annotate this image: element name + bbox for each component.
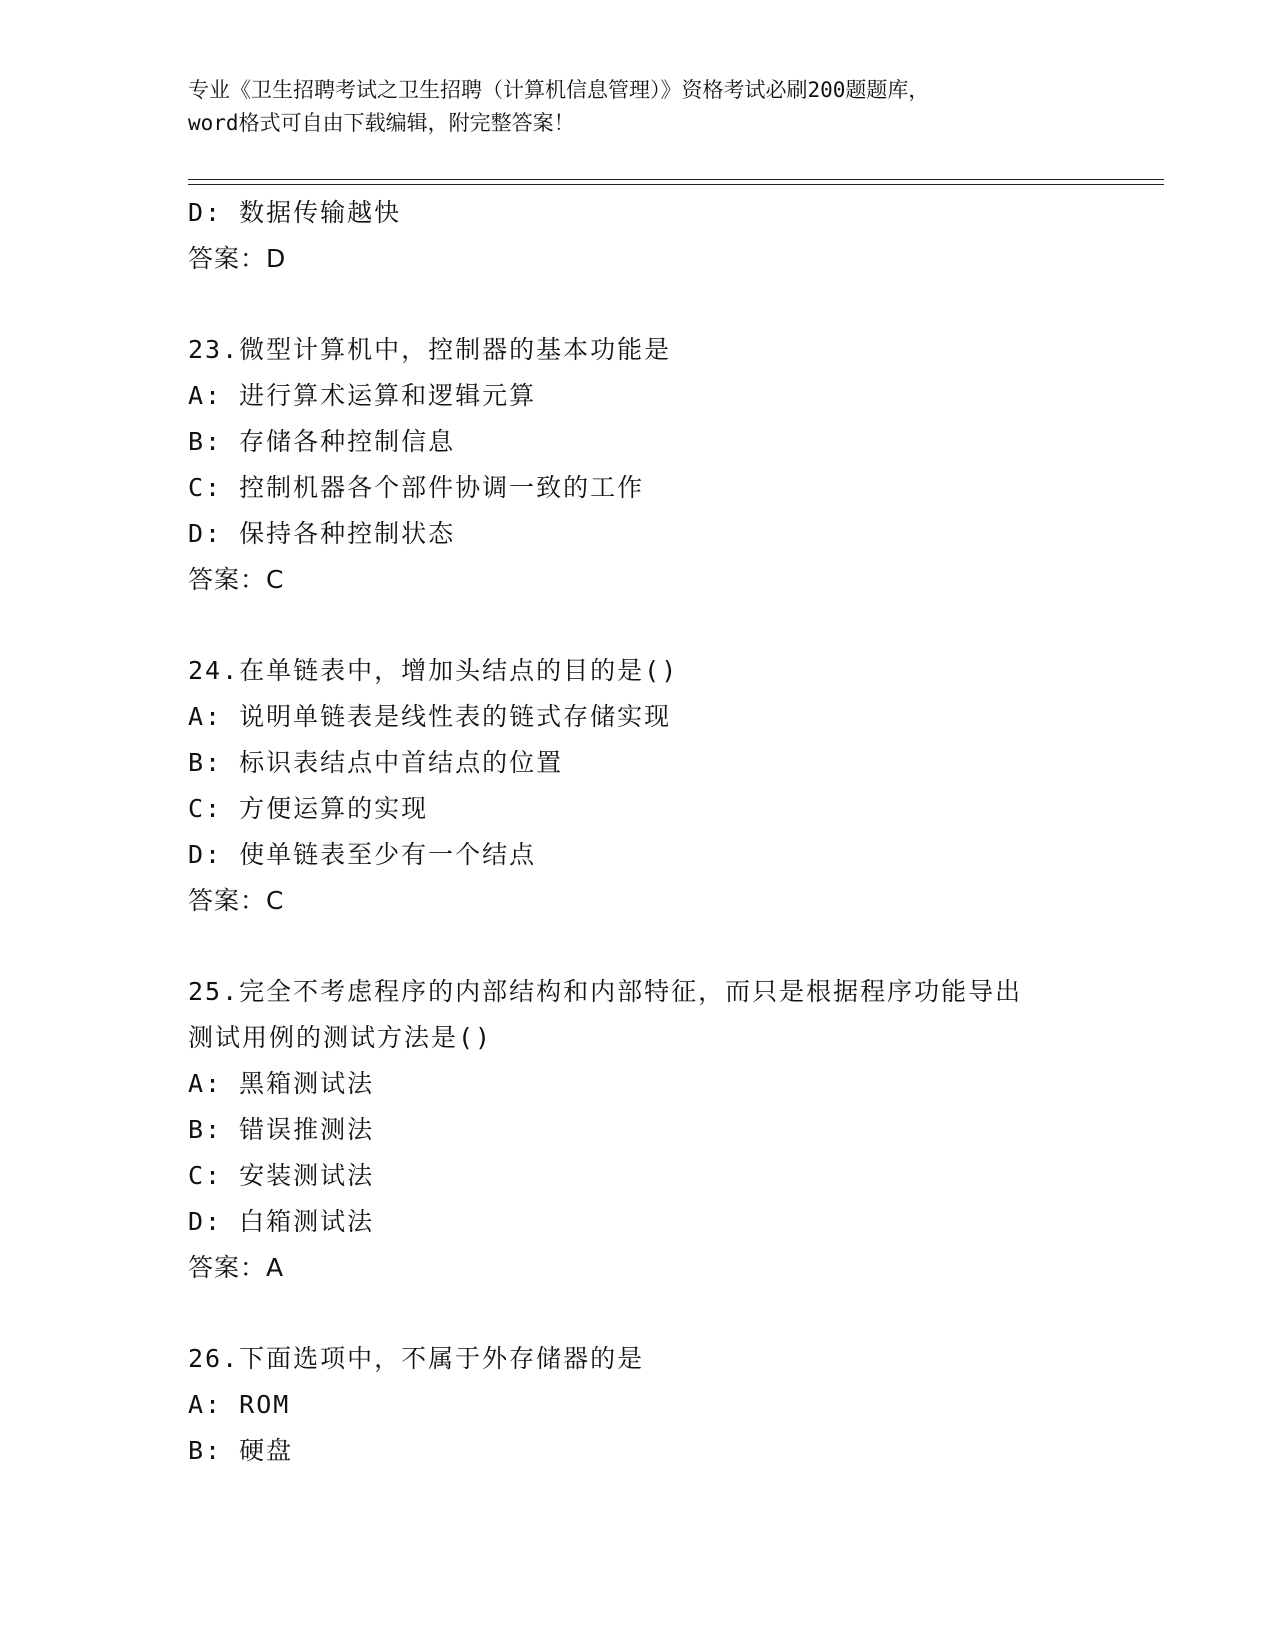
answer-line: 答案：C — [188, 565, 285, 594]
option-b: B: 存储各种控制信息 — [188, 427, 456, 456]
option-d: D: 数据传输越快 — [188, 198, 402, 227]
option-a: A: 进行算术运算和逻辑元算 — [188, 381, 537, 410]
option-c: C: 控制机器各个部件协调一致的工作 — [188, 473, 645, 502]
document-header — [188, 74, 1088, 140]
question-23 — [188, 327, 1088, 603]
option-b: B: 标识表结点中首结点的位置 — [188, 748, 564, 777]
question-22-tail — [188, 190, 1088, 282]
question-24 — [188, 648, 1088, 924]
option-c: C: 安装测试法 — [188, 1161, 375, 1190]
question-25 — [188, 969, 1088, 1291]
document-body — [188, 190, 1088, 1474]
question-stem: 23.微型计算机中，控制器的基本功能是 — [188, 335, 672, 364]
option-a: A: ROM — [188, 1390, 291, 1419]
question-stem: 24.在单链表中，增加头结点的目的是() — [188, 656, 679, 685]
answer-line: 答案：A — [188, 1253, 285, 1282]
question-stem-line-1: 25.完全不考虑程序的内部结构和内部特征，而只是根据程序功能导出 — [188, 977, 1023, 1006]
answer-line: 答案：D — [188, 244, 287, 273]
option-b: B: 硬盘 — [188, 1436, 294, 1465]
answer-line: 答案：C — [188, 886, 285, 915]
option-d: D: 使单链表至少有一个结点 — [188, 840, 537, 869]
header-line-1: 专业《卫生招聘考试之卫生招聘（计算机信息管理）》资格考试必刷200题题库， — [188, 78, 930, 102]
question-stem: 26.下面选项中，不属于外存储器的是 — [188, 1344, 645, 1373]
option-a: A: 说明单链表是线性表的链式存储实现 — [188, 702, 672, 731]
option-c: C: 方便运算的实现 — [188, 794, 429, 823]
question-26 — [188, 1336, 1088, 1474]
header-rule-bottom — [188, 184, 1164, 185]
option-b: B: 错误推测法 — [188, 1115, 375, 1144]
option-d: D: 白箱测试法 — [188, 1207, 375, 1236]
header-line-2: word格式可自由下载编辑，附完整答案！ — [188, 111, 575, 135]
header-rule-top — [188, 179, 1164, 180]
question-stem-line-2: 测试用例的测试方法是() — [188, 1023, 493, 1052]
option-d: D: 保持各种控制状态 — [188, 519, 456, 548]
option-a: A: 黑箱测试法 — [188, 1069, 375, 1098]
